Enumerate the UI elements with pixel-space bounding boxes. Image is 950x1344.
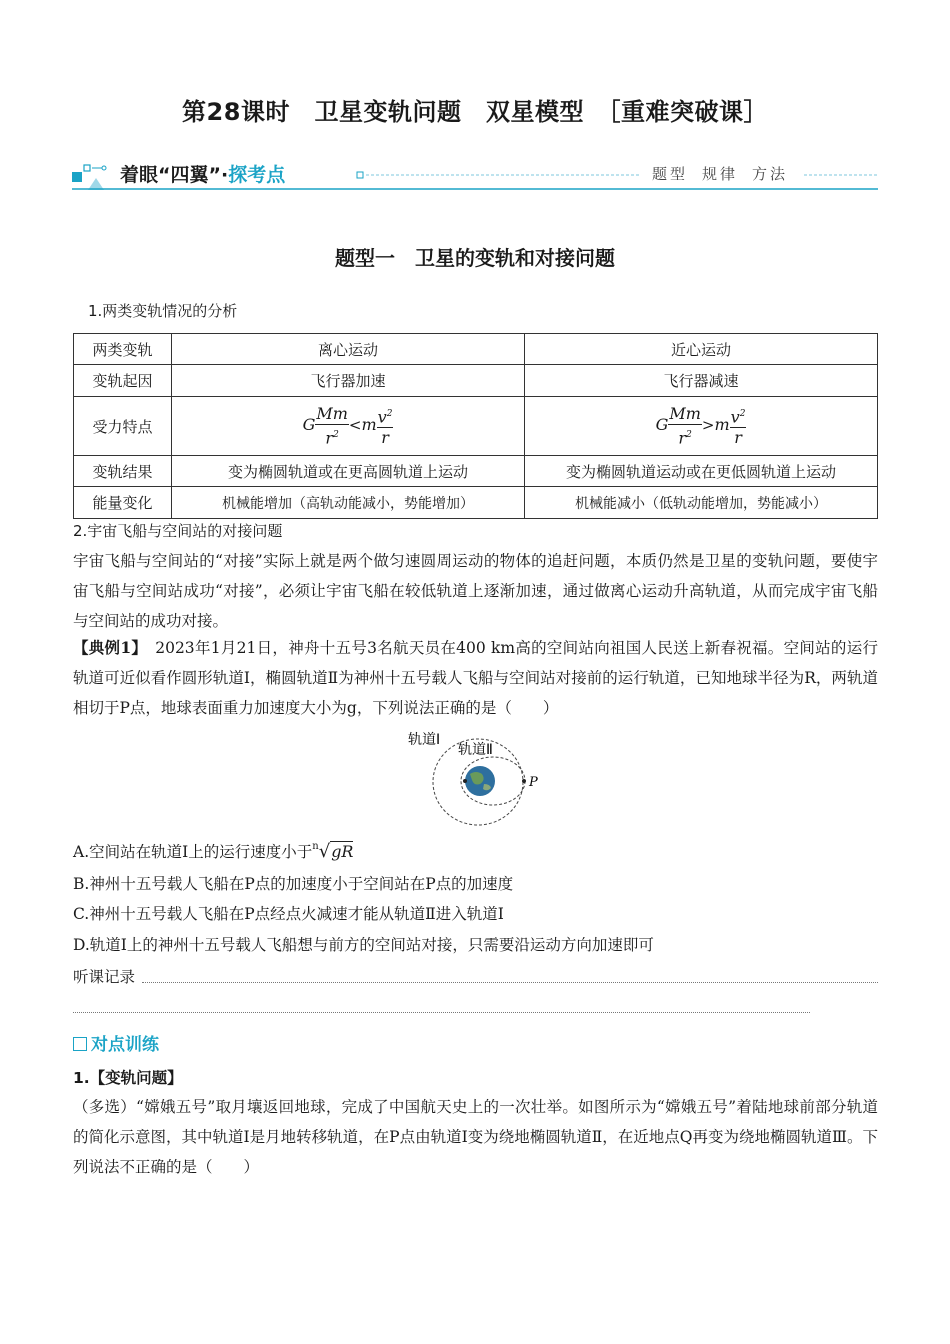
table-cell: 机械能增加（高轨动能减小，势能增加） [172, 487, 525, 519]
formula-cell-centrifugal [172, 397, 525, 456]
table-row [74, 334, 878, 365]
fraction [315, 404, 349, 448]
notes-line-1[interactable] [142, 982, 878, 983]
table-cell: 变轨起因 [74, 365, 172, 397]
table-cell: 离心运动 [172, 334, 525, 365]
table-cell: 飞行器加速 [172, 365, 525, 397]
banner-dot: · [220, 164, 229, 186]
example-1 [73, 633, 878, 723]
table-cell: 变轨结果 [74, 456, 172, 487]
table-cell: 能量变化 [74, 487, 172, 519]
option-c[interactable]: C.神州十五号载人飞船在P点经点火减速才能从轨道Ⅱ进入轨道Ⅰ [73, 905, 504, 923]
example-text: 2023年1月21日，神舟十五号3名航天员在400 km高的空间站向祖国人民送上新春祝福。空间站的运行轨道可近似看作圆形轨道Ⅰ，椭圆轨道Ⅱ为神州十五号载人飞船与空间站对接前的运行轨道，已知地球半径为R，两轨道相切于P点，地球表面重力加速度大小为g，下列说法正确的是（ ） [73, 639, 878, 717]
question-1-head: 1.【变轨问题】 [73, 1069, 183, 1087]
spacecraft-dot [463, 779, 467, 783]
example-tag: 【典例1】 [73, 638, 140, 657]
table-cell: 两类变轨 [74, 334, 172, 365]
fraction [668, 404, 702, 448]
page-title: 第28课时 卫星变轨问题 双星模型 ［重难突破课］ [182, 98, 768, 126]
formula-m: m [714, 415, 730, 434]
formula-G: G [302, 415, 316, 434]
fraction [377, 404, 394, 448]
banner-tag: 规律 [702, 165, 739, 183]
fraction [730, 404, 747, 448]
formula-m: m [361, 415, 377, 434]
table-cell: 机械能减小（低轨动能增加，势能减小） [525, 487, 878, 519]
notes-line-2[interactable] [73, 1012, 810, 1013]
fraction-den: r [381, 428, 389, 448]
table-row [74, 456, 878, 487]
fraction-den: r [325, 428, 334, 448]
point-P-dot [522, 779, 526, 783]
option-b[interactable]: B.神州十五号载人飞船在P点的加速度小于空间站在P点的加速度 [73, 875, 514, 893]
exponent: 2 [686, 429, 692, 440]
paragraph-docking: 宇宙飞船与空间站的“对接”实际上就是两个做匀速圆周运动的物体的追赶问题，本质仍然是卫星的变轨问题，要使宇宙飞船与空间站成功“对接”，必须让宇宙飞船在较低轨道上逐渐加速，通过做离心运动升高轨道，从而完成宇宙飞船与空间站的成功对接。 [73, 552, 878, 630]
section-heading: 题型一 卫星的变轨和对接问题 [335, 246, 615, 270]
training-heading [73, 1030, 159, 1055]
table-cell: 飞行器减速 [525, 365, 878, 397]
notes-label: 听课记录 [73, 968, 136, 986]
question-1-text: （多选）“嫦娥五号”取月壤返回地球，完成了中国航天史上的一次壮举。如图所示为“嫦娥五号”着陆地球前部分轨道的简化示意图，其中轨道Ⅰ是月地转移轨道，在P点由轨道Ⅰ变为绕地椭圆轨道Ⅱ，在近地点Q再变为绕地椭圆轨道Ⅲ。下列说法不正确的是（ ） [73, 1098, 878, 1176]
training-heading-text: 对点训练 [91, 1035, 159, 1055]
fraction-num: Mm [669, 403, 701, 423]
banner-square-icon [72, 172, 82, 182]
formula-G: G [655, 415, 669, 434]
fraction-num: v [730, 407, 740, 427]
option-a-text: A.空间站在轨道Ⅰ上的运行速度小于 [73, 843, 313, 861]
subheading-1: 1.两类变轨情况的分析 [88, 302, 238, 320]
fraction-den: r [678, 428, 687, 448]
exponent: 2 [386, 408, 393, 419]
formula-cell-centripetal [525, 397, 878, 456]
table-cell: 变为椭圆轨道运动或在更低圆轨道上运动 [525, 456, 878, 487]
option-d[interactable]: D.轨道Ⅰ上的神州十五号载人飞船想与前方的空间站对接，只需要沿运动方向加速即可 [73, 936, 654, 954]
relation-sign: > [701, 416, 715, 434]
table-row [74, 365, 878, 397]
subheading-2: 2.宇宙飞船与空间站的对接问题 [73, 522, 283, 540]
banner-tag: 题型 [652, 165, 689, 183]
exponent: 2 [333, 429, 339, 440]
fraction-den: r [734, 428, 742, 448]
banner-tags [652, 163, 802, 184]
banner-part2: 探考点 [228, 164, 286, 186]
orbit-1-label: 轨道Ⅰ [408, 732, 441, 748]
banner-title [120, 160, 285, 187]
banner-tag: 方法 [752, 165, 789, 183]
banner-part1: 着眼“四翼” [120, 164, 221, 186]
exponent: 2 [739, 408, 746, 419]
table-row [74, 487, 878, 519]
table-row [74, 397, 878, 456]
point-P-label: P [529, 775, 538, 790]
table-cell: 受力特点 [74, 397, 172, 456]
option-a[interactable]: A.空间站在轨道Ⅰ上的运行速度小于$^n$√gR [73, 841, 354, 862]
checkbox-square-icon [73, 1037, 87, 1051]
relation-sign: < [348, 416, 362, 434]
fraction-num: Mm [316, 403, 348, 423]
orbit-change-table [73, 333, 878, 519]
orbit-2-label: 轨道Ⅱ [458, 742, 493, 758]
table-cell: 近心运动 [525, 334, 878, 365]
table-cell: 变为椭圆轨道或在更高圆轨道上运动 [172, 456, 525, 487]
sqrt-gR: gR [331, 842, 354, 861]
fraction-num: v [377, 407, 387, 427]
orbit-figure [400, 722, 560, 832]
